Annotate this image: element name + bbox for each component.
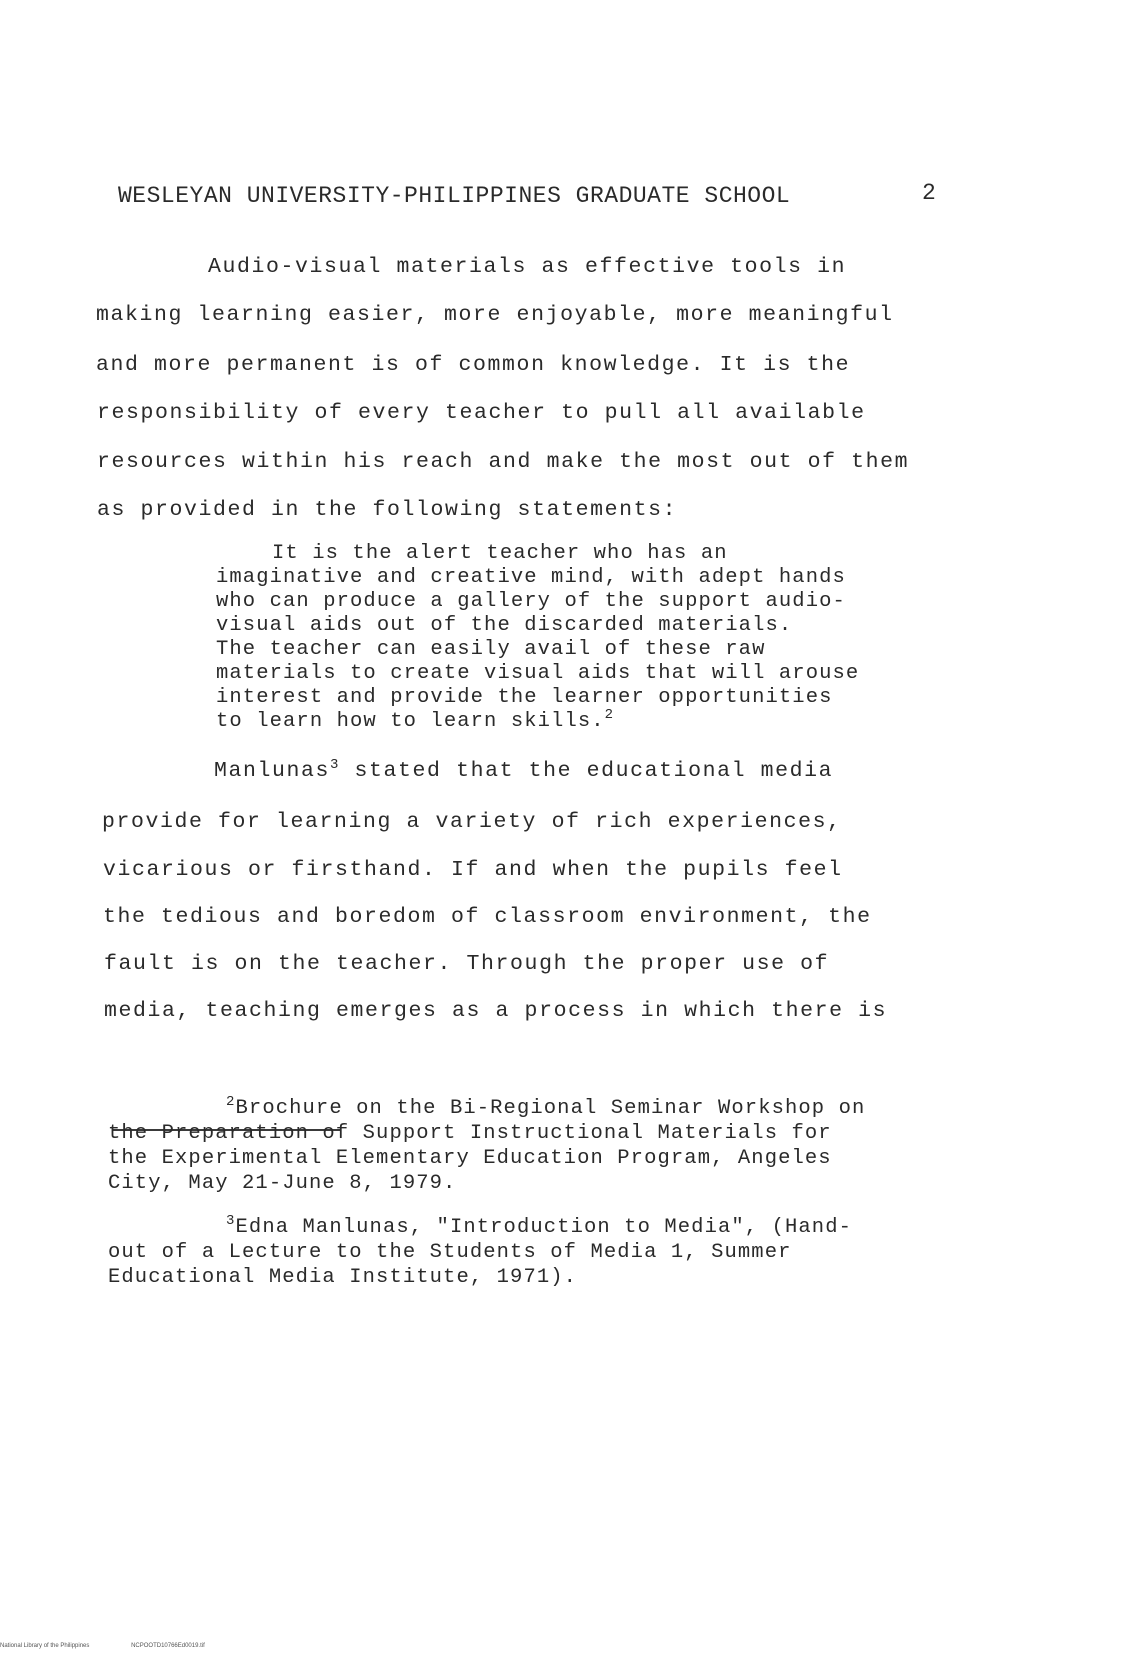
quote-line: interest and provide the learner opportunities bbox=[216, 686, 833, 709]
quote-line: materials to create visual aids that will arouse bbox=[216, 662, 860, 685]
body-line: the tedious and boredom of classroom environment, the bbox=[103, 905, 872, 929]
footnote-line: out of a Lecture to the Students of Media 1, Summer bbox=[108, 1241, 792, 1264]
body-line: media, teaching emerges as a process in which there is bbox=[104, 999, 888, 1023]
body-line: Audio-visual materials as effective tools in bbox=[208, 255, 847, 279]
footnote-ref: 3 bbox=[330, 756, 341, 773]
page-number: 2 bbox=[922, 180, 936, 206]
footnote-line: City, May 21-June 8, 1979. bbox=[108, 1172, 457, 1195]
footnote-number: 2 bbox=[226, 1094, 236, 1111]
quote-line: who can produce a gallery of the support audio- bbox=[216, 590, 846, 613]
body-line: as provided in the following statements: bbox=[97, 498, 678, 522]
footnote-text: Brochure on the Bi-Regional Seminar Workshop on bbox=[235, 1097, 866, 1120]
body-line: and more permanent is of common knowledge. It is the bbox=[96, 353, 851, 377]
quote-line: It is the alert teacher who has an bbox=[272, 542, 728, 565]
library-credit: National Library of the Philippines bbox=[0, 1643, 90, 1649]
body-line: vicarious or firsthand. If and when the pupils feel bbox=[103, 858, 843, 882]
quote-line: visual aids out of the discarded materials. bbox=[216, 614, 793, 637]
file-id: NCPOOTD10766Ed0019.tif bbox=[131, 1643, 205, 1649]
quote-text: to learn how to learn skills. bbox=[216, 710, 605, 733]
footnote-line bbox=[226, 1094, 866, 1120]
body-line: responsibility of every teacher to pull all available bbox=[97, 401, 866, 425]
footnote-line: Educational Media Institute, 1971). bbox=[108, 1266, 578, 1289]
footnote-line: the Preparation of Support Instructional Materials for bbox=[108, 1122, 832, 1145]
body-text: stated that the educational media bbox=[340, 759, 834, 783]
quote-line-last bbox=[216, 707, 615, 734]
body-line: making learning easier, more enjoyable, more meaningful bbox=[96, 303, 894, 327]
footnote-number: 3 bbox=[226, 1213, 236, 1230]
author-name: Manlunas bbox=[214, 759, 331, 783]
scan-footer bbox=[0, 1643, 245, 1649]
footnote-text: Edna Manlunas, "Introduction to Media", (Hand- bbox=[235, 1216, 853, 1239]
footnote-line bbox=[226, 1213, 853, 1239]
quote-line: The teacher can easily avail of these raw bbox=[216, 638, 766, 661]
page-header: WESLEYAN UNIVERSITY-PHILIPPINES GRADUATE SCHOOL bbox=[118, 183, 791, 209]
quote-line: imaginative and creative mind, with adept hands bbox=[216, 566, 846, 589]
body-line: resources within his reach and make the most out of them bbox=[97, 450, 910, 474]
footnote-line: the Experimental Elementary Education Program, Angeles bbox=[108, 1147, 832, 1170]
body-line bbox=[214, 756, 834, 783]
footnote-ref: 2 bbox=[604, 707, 615, 724]
body-line: provide for learning a variety of rich experiences, bbox=[102, 810, 842, 834]
body-line: fault is on the teacher. Through the proper use of bbox=[104, 952, 830, 976]
